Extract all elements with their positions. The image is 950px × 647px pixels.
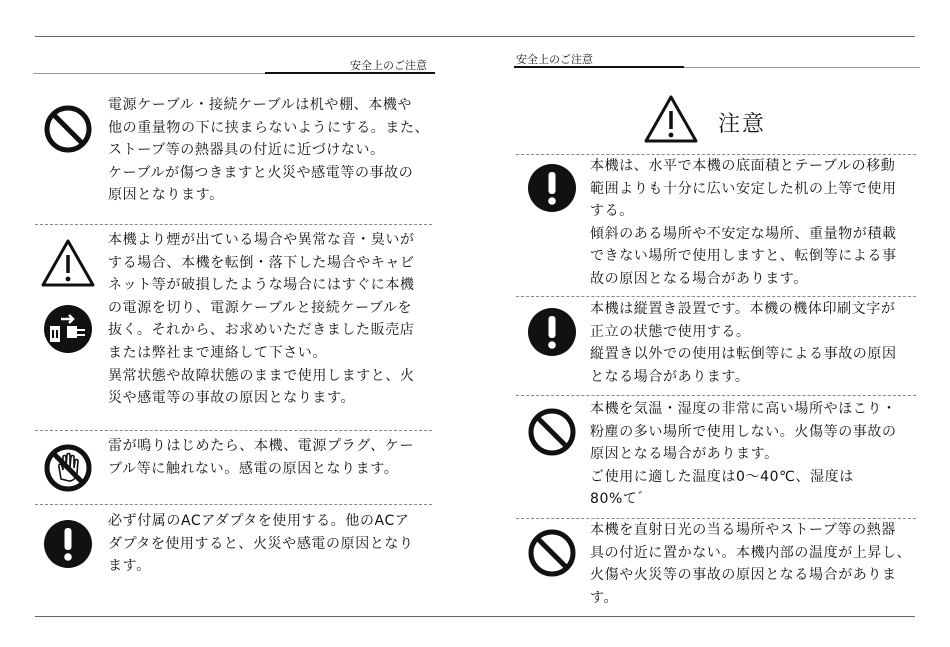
divider bbox=[35, 430, 432, 431]
left-item-4-text: 必ず付属のACアダプタを使用する。他のACア ダプタを使用すると、火災や感電の原因となり ます。 bbox=[108, 513, 414, 575]
divider bbox=[35, 224, 432, 225]
bottom-rule bbox=[35, 616, 915, 617]
prohibited-icon bbox=[43, 104, 93, 154]
unplug-icon bbox=[43, 304, 93, 354]
right-header-thin-line bbox=[684, 67, 920, 68]
prohibited-icon bbox=[527, 407, 577, 457]
divider bbox=[516, 395, 916, 396]
right-item-3-text: 本機を気温・湿度の非常に高い場所やほこり・ 粉塵の多い場所で使用しない。火傷等の事故の 原因となる場合があります。 ご使用に適した温度は0～40℃、湿度は 80%て゛ bbox=[590, 401, 897, 508]
prohibited-icon bbox=[527, 528, 577, 578]
divider bbox=[35, 504, 432, 505]
left-item-3-text: 雷が鳴りはじめたら、本機、電源プラグ、ケー ブル等に触れない。感電の原因となります。 bbox=[108, 438, 415, 477]
top-rule bbox=[35, 36, 915, 37]
mandatory-icon bbox=[527, 163, 577, 213]
right-item-4-text: 本機を直射日光の当る場所やストーブ等の熱器 具の付近に置かない。本機内部の温度が上昇し、 火傷や火災等の事故の原因となる場合がありま す。 bbox=[590, 522, 912, 606]
left-header-line bbox=[265, 72, 435, 74]
warning-triangle-icon bbox=[643, 94, 699, 144]
mandatory-icon bbox=[527, 307, 577, 357]
right-item-1-text: 本機は、水平で本機の底面積とテーブルの移動 範囲よりも十分に広い安定した机の上等で使用 する。 傾斜のある場所や不安定な場所、重量物が積載 できない場所で使用しますと、転倒等による事 故の原因となる場合があります。 bbox=[590, 158, 897, 287]
caution-title: 注意 bbox=[718, 112, 767, 137]
no-touch-icon bbox=[43, 443, 93, 493]
divider bbox=[516, 296, 916, 297]
left-item-2-text: 本機より煙が出ている場合や異常な音・臭いが する場合、本機を転倒・落下した場合やキャビ ネット等が破損したような場合にはすぐに本機 の電源を切り、電源ケーブルと接続ケーブルを 抜く。それから、お求めいただきました販売店 または弊社まで連絡して下さい。 異常状態や故障状態のままで使用しますと、火 災や感電等の事故の原因となります。 bbox=[108, 232, 415, 407]
left-header-thin-line bbox=[33, 73, 265, 74]
left-item-1-text: 電源ケーブル・接続ケーブルは机や棚、本機や 他の重量物の下に挟まらないようにする。また、 ストーブ等の熱器具の付近に近づけない。 ケーブルが傷つきますと火災や感電等の事故の 原因となります。 bbox=[108, 97, 430, 204]
right-header: 安全上のご注意 bbox=[516, 53, 593, 66]
right-header-line bbox=[514, 66, 684, 68]
warning-triangle-icon bbox=[40, 238, 96, 288]
right-item-2-text: 本機は縦置き設置です。本機の機体印刷文字が 正立の状態で使用する。 縦置き以外での使用は転倒等による事故の原因 となる場合があります。 bbox=[590, 301, 897, 385]
mandatory-icon bbox=[43, 519, 93, 569]
left-header: 安全上のご注意 bbox=[350, 59, 427, 72]
